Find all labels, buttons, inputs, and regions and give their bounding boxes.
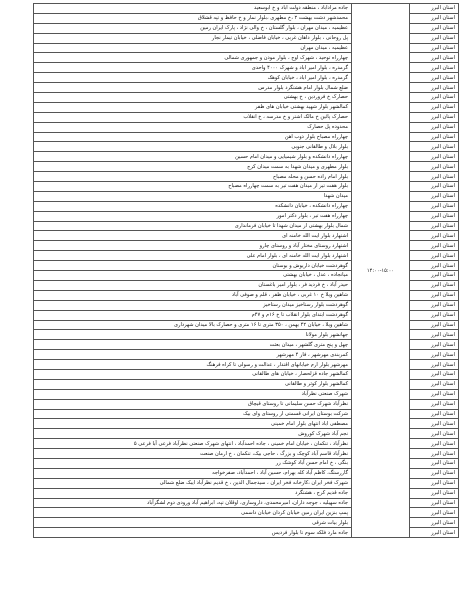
table-row <box>34 4 459 14</box>
province-cell: استان البرز <box>410 508 459 518</box>
address-cell: جاده مراداباد ، منطقه دولت اباد و خ ابوسعید <box>34 4 352 14</box>
province-cell: استان البرز <box>410 379 459 389</box>
address-cell: اشتهارد بلوار ایت الله خامنه ای ، بلوار امام علی <box>34 251 352 261</box>
address-cell: محدوده پل حصارک <box>34 122 352 132</box>
province-cell: استان البرز <box>410 112 459 122</box>
province-cell: استان البرز <box>410 518 459 528</box>
province-cell: استان البرز <box>410 23 459 33</box>
address-cell: گوهردشت ابتدای بلوار انقلاب تا خ ۱۶م و ۴۷م <box>34 310 352 320</box>
address-cell: گاررستگ، کاظم آباد کله بهرام، حسین آباد ، احمدآباد، صفرخواجه <box>34 468 352 478</box>
address-cell: چهارراه هفت تیر ، بلوار دکتر اموز <box>34 211 352 221</box>
address-cell: حصارک پائین خ مالک اشتر و خ مدرسه ، خ انقلاب <box>34 112 352 122</box>
address-cell: جاده مارد فلکه سوم تا بلوار فردیس <box>34 528 352 538</box>
province-cell: استان البرز <box>410 280 459 290</box>
province-cell: استان البرز <box>410 468 459 478</box>
province-cell: استان البرز <box>410 172 459 182</box>
province-cell: استان البرز <box>410 389 459 399</box>
address-cell: چهارراه دانشکده ، خیابان دانشکده <box>34 201 352 211</box>
province-cell: استان البرز <box>410 439 459 449</box>
province-cell: استان البرز <box>410 498 459 508</box>
address-cell: بنگی ، خ امام حسن آباد کوشک زر <box>34 458 352 468</box>
province-cell: استان البرز <box>410 290 459 300</box>
address-cell: بلوار مطهری و میدان شهدا به سمت میدان کرج <box>34 162 352 172</box>
address-cell: جهانشهر بلوار مولانا <box>34 330 352 340</box>
address-cell: اشتهارد بلوار ایت الله خامنه ای <box>34 231 352 241</box>
address-cell: مهرشهر بلوار ارم خیابانهای اقتدار ، عدالت و رسولی تا کراه فرهنگ <box>34 360 352 370</box>
province-cell: استان البرز <box>410 261 459 271</box>
province-cell: استان البرز <box>410 241 459 251</box>
province-cell: استان البرز <box>410 4 459 14</box>
province-cell: استان البرز <box>410 13 459 23</box>
address-cell: میدان شهدا <box>34 191 352 201</box>
province-cell: استان البرز <box>410 63 459 73</box>
time-range-cell: ۱۴:۰۰-۱۵:۰۰ <box>352 4 410 538</box>
province-cell: استان البرز <box>410 458 459 468</box>
address-cell: عظیمیه ، میدان مهران ، بلوار گلستان ، خ والی نژاد ، پارک ایران زمین <box>34 23 352 33</box>
address-cell: نظرآباد قاسم آباد کوچک و بزرگ ، حاجی بیک، تنکمان ، خ ارمان صنعت <box>34 449 352 459</box>
address-cell: حصارک خ فروردین ، خ بهشتی <box>34 93 352 103</box>
province-cell: استان البرز <box>410 251 459 261</box>
province-cell: استان البرز <box>410 369 459 379</box>
address-cell: عظیمیه ، میدان مهران <box>34 43 352 53</box>
outage-schedule-table <box>33 3 459 538</box>
address-cell: مصطفی اباد انتهای بلوار امام خمینی <box>34 419 352 429</box>
address-cell: گرمدره ، بلوار امیر اباد ، خیابان کوهک <box>34 73 352 83</box>
address-cell: بلوار امام زاده حسن و محله مصباح <box>34 172 352 182</box>
province-cell: استان البرز <box>410 478 459 488</box>
province-cell: استان البرز <box>410 152 459 162</box>
province-cell: استان البرز <box>410 73 459 83</box>
province-cell: استان البرز <box>410 310 459 320</box>
province-cell: استان البرز <box>410 340 459 350</box>
address-cell: بلوار بلال و طالقانی جنوبی <box>34 142 352 152</box>
province-cell: استان البرز <box>410 360 459 370</box>
province-cell: استان البرز <box>410 231 459 241</box>
province-cell: استان البرز <box>410 320 459 330</box>
address-cell: شاهین ویلا ، خیابان ۴۲ بهمن ، ۳۵۰ متری تا ۱۶ متری و حصارک بالا میدان شهرداری <box>34 320 352 330</box>
province-cell: استان البرز <box>410 211 459 221</box>
address-cell: چهارراه دانشکده و بلوار شیمیایی و میدان امام حسین <box>34 152 352 162</box>
province-cell: استان البرز <box>410 271 459 281</box>
province-cell: استان البرز <box>410 182 459 192</box>
province-cell: استان البرز <box>410 429 459 439</box>
address-cell: اشتهارد روستای مختار آباد و روستای چارو <box>34 241 352 251</box>
province-cell: استان البرز <box>410 409 459 419</box>
province-cell: استان البرز <box>410 300 459 310</box>
address-cell: کمالشهر بلوار شهید بهشتی خیابان های ظفر <box>34 102 352 112</box>
province-cell: استان البرز <box>410 488 459 498</box>
address-cell: شهرک صنعتی نظرآباد <box>34 389 352 399</box>
address-cell: حیدر آباد ، خ فردید فر ، بلوار امیر باغستان <box>34 280 352 290</box>
address-cell: بلوار هفت تیر از میدان هفت تیر به سمت چهارراه مصباح <box>34 182 352 192</box>
address-cell: شرکت بوستان ایرانی قسمتی از روستای وای بیک <box>34 409 352 419</box>
province-cell: استان البرز <box>410 330 459 340</box>
address-cell: پل روحانی ، بلوار داهان غربی ، خیابان فاضلی ، خیابان تیمار نجار <box>34 33 352 43</box>
province-cell: استان البرز <box>410 43 459 53</box>
address-cell: چهارراه توحید ، شهرک اوج ، بلوار موذن و جمهوری شمالی <box>34 53 352 63</box>
address-cell: گوهردشت بلوار رستاخیز میدان رستاخیز <box>34 300 352 310</box>
address-cell: شهرک فخر ایران ،کارخانه فخر ایران ، سیدجمال الدین ، خ قدیم نظرآباد ایبک ضلع شمالی <box>34 478 352 488</box>
address-cell: نجم آباد شهرک کوروش <box>34 429 352 439</box>
address-cell: گوهردشت خیابان داریوش و بوستان <box>34 261 352 271</box>
province-cell: استان البرز <box>410 162 459 172</box>
province-cell: استان البرز <box>410 142 459 152</box>
address-cell: جاده قدیم کرج ، هشتگرد <box>34 488 352 498</box>
province-cell: استان البرز <box>410 350 459 360</box>
address-cell: چهارراه مصباح بلوار ذوب اهن <box>34 132 352 142</box>
address-cell: پمپ بنزین ایران زمین خیابان کردان خیابان داسمی <box>34 508 352 518</box>
address-cell: کمالشهر بلوار کوثر و طالقانی <box>34 379 352 389</box>
province-cell: استان البرز <box>410 399 459 409</box>
province-cell: استان البرز <box>410 191 459 201</box>
address-cell: میانجاده ، عدل ، خیابان بهشتی <box>34 271 352 281</box>
province-cell: استان البرز <box>410 102 459 112</box>
province-cell: استان البرز <box>410 419 459 429</box>
address-cell: محمدشهر دشت بهشت ۲ ،خ مطهری ،بلوار نماز و خ حافظ و تپه قشلاق <box>34 13 352 23</box>
province-cell: استان البرز <box>410 33 459 43</box>
province-cell: استان البرز <box>410 93 459 103</box>
address-cell: گرمدره ، بلوار امیر اباد و شهرک ۴۰۰۰ واحدی <box>34 63 352 73</box>
address-cell: کمالشهر جاده قزلحصار ، خیابان های طالقانی <box>34 369 352 379</box>
province-cell: استان البرز <box>410 53 459 63</box>
address-cell: شاهین ویلا خ ۱۰ غربی ، خیابان ظفر ، قلم و صوفی آباد <box>34 290 352 300</box>
province-cell: استان البرز <box>410 449 459 459</box>
address-cell: نظرآباد ، تنکمان ، خیابان امام خمینی ، جاده احمدآباد ، انتهای شهرک صنعتی نظرآباد فرعی آبا فرعی ۵ <box>34 439 352 449</box>
province-cell: استان البرز <box>410 132 459 142</box>
address-cell: جاده سهیلیه ، جوجه داران، امیرمحمدی، داروسازی، اوقلان تپه، ابراهیم آباد ورودی دوم لشگرآباد <box>34 498 352 508</box>
address-cell: بلوار بیات شرقی <box>34 518 352 528</box>
address-cell: نظرآباد شهرک حسن سلیمانی تا روستای قیچاق <box>34 399 352 409</box>
province-cell: استان البرز <box>410 83 459 93</box>
address-cell: کمربندی مهرشهر ، فاز ۴ مهرشهر <box>34 350 352 360</box>
address-cell: چهل و پنج متری گلشهر ، میدان بعثت <box>34 340 352 350</box>
address-cell: شمال بلوار بهشتی از میدان شهدا تا خیابان فرمانداری <box>34 221 352 231</box>
address-cell: ضلع شمال بلوار امام هشتگرد بلوار مدرس <box>34 83 352 93</box>
province-cell: استان البرز <box>410 201 459 211</box>
province-cell: استان البرز <box>410 122 459 132</box>
province-cell: استان البرز <box>410 221 459 231</box>
province-cell: استان البرز <box>410 528 459 538</box>
